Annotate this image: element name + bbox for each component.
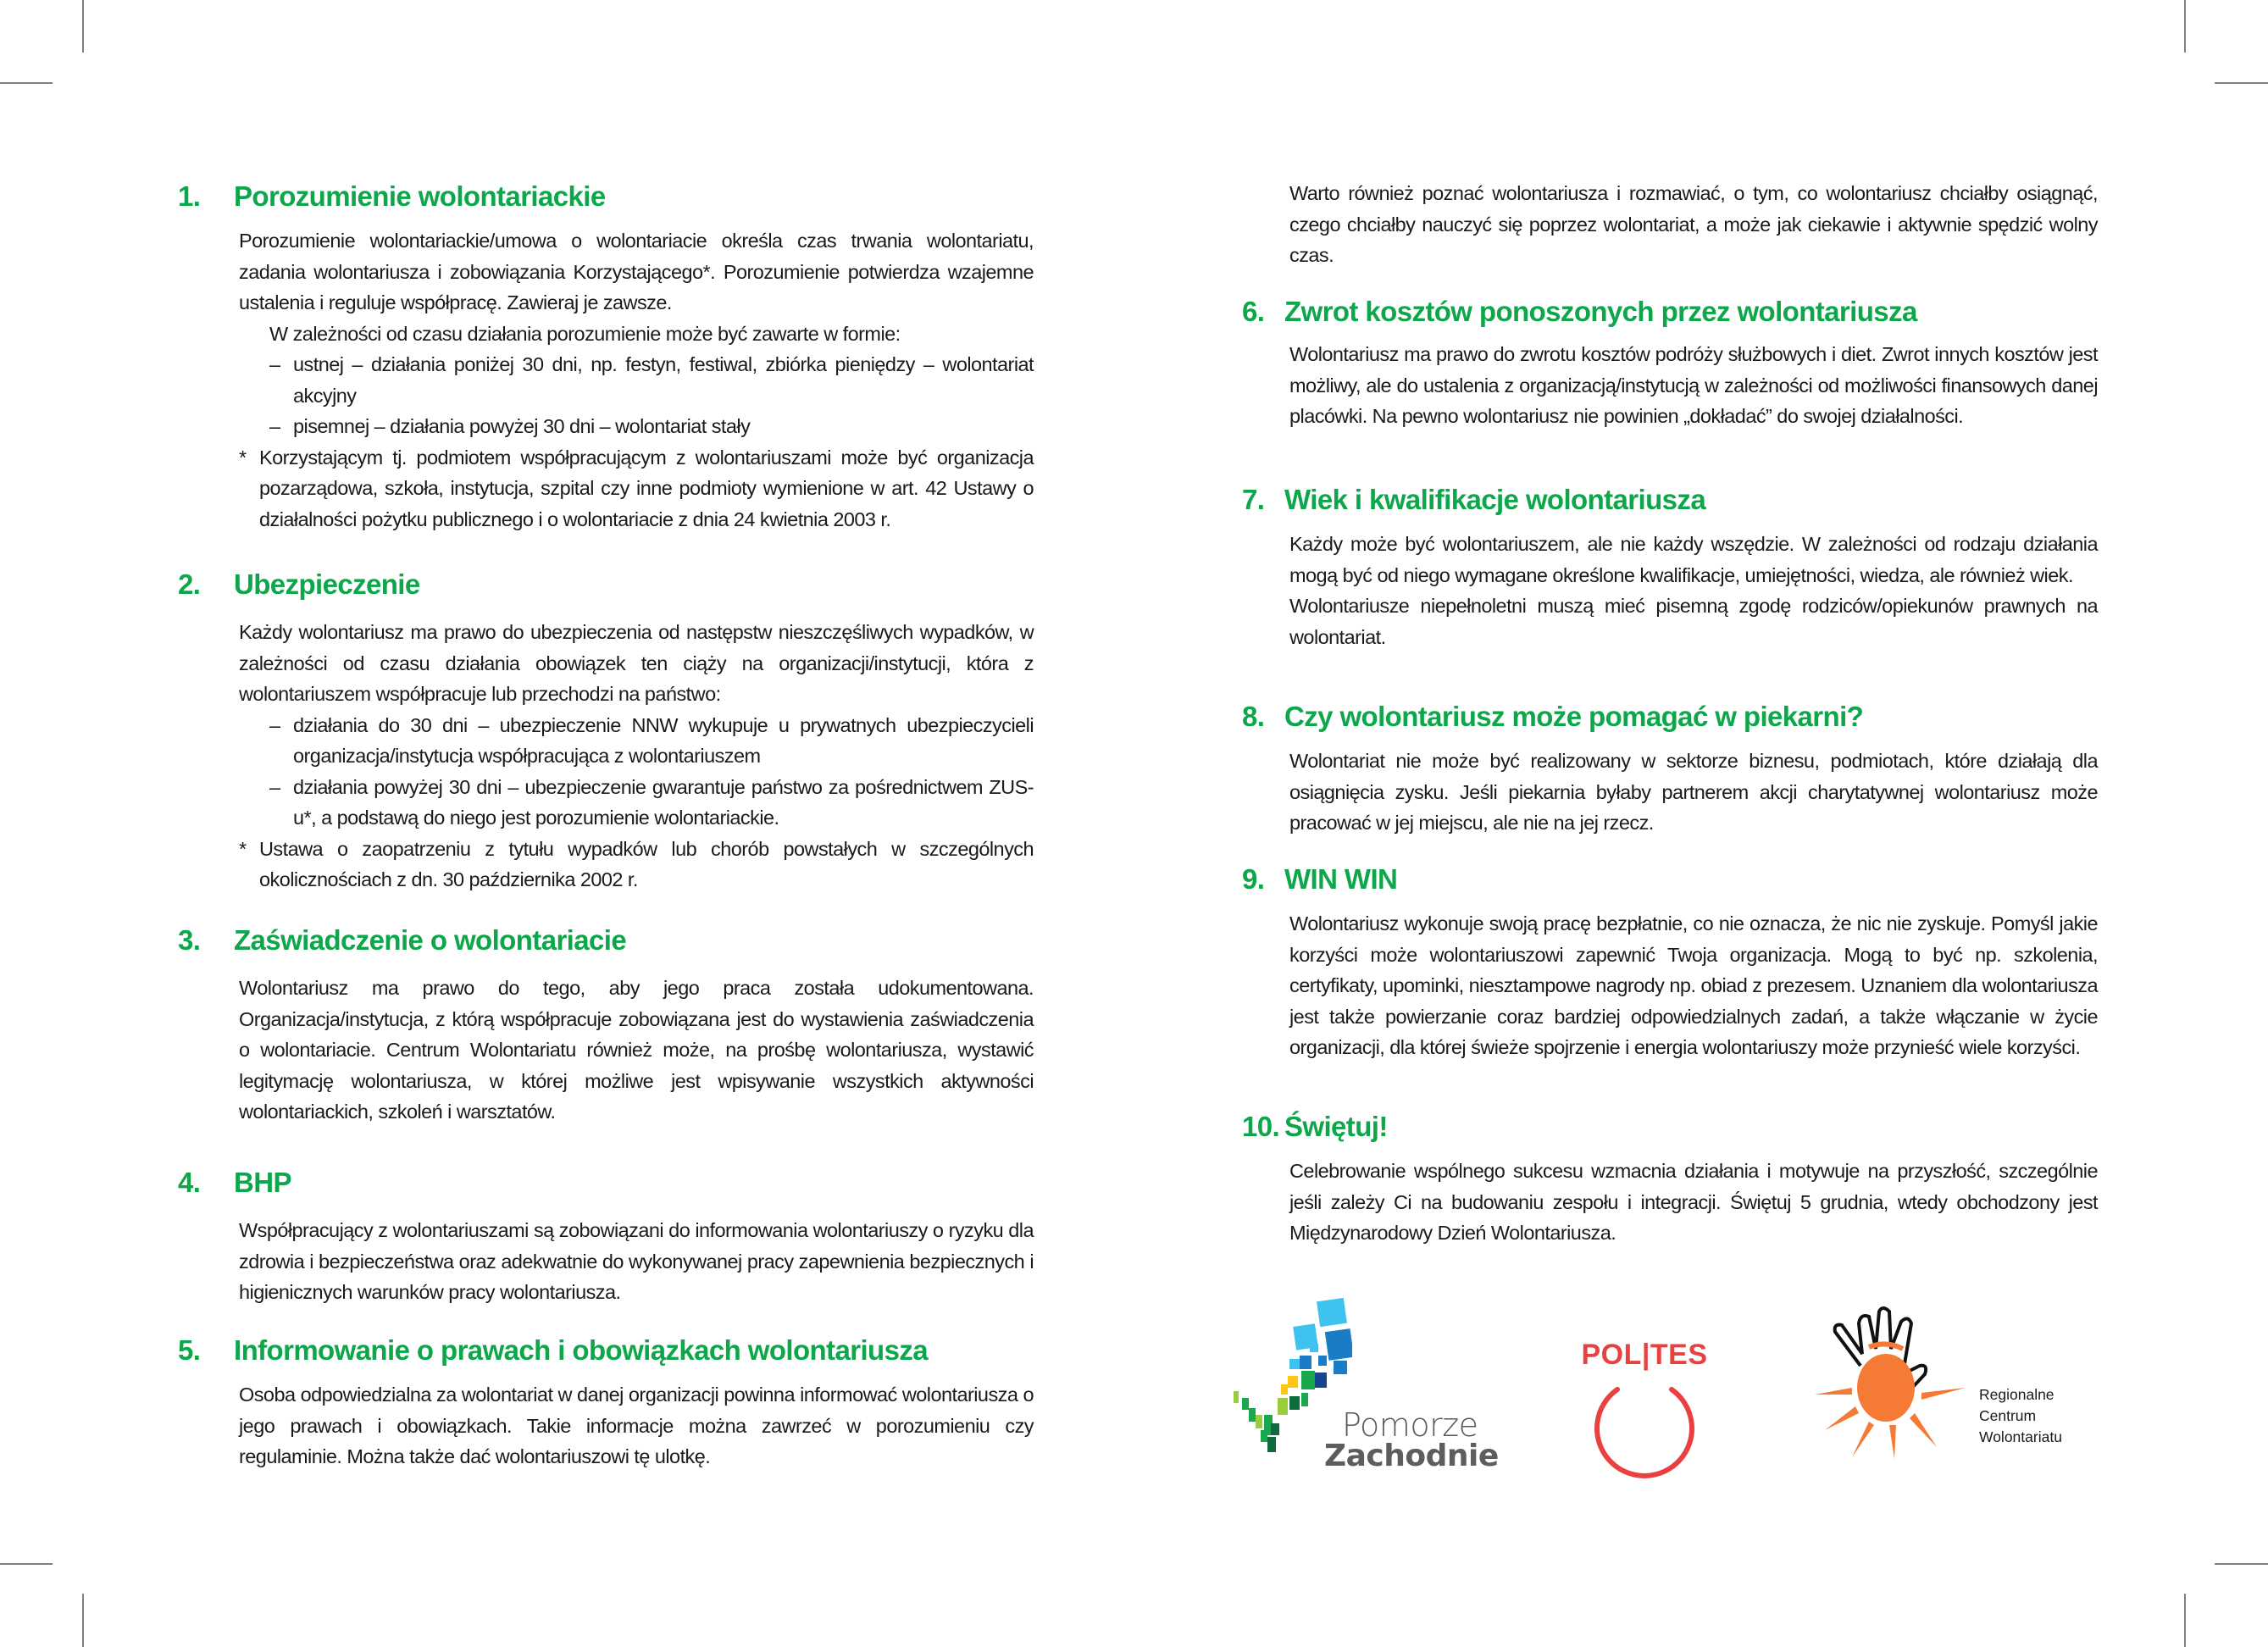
section-number: 4. (178, 1167, 201, 1198)
footnote: * Korzystającym tj. podmiotem współpracującym z wolontariuszami może być organizacja pozarządowa, szkoła, instytucja, szpital czy inne podmioty wymienione w art. 42 Ustawy o działalności pożytku publicznego i o wolontariacie z dnia 24 kwietnia 2003 r. (239, 442, 1034, 535)
section-title: Czy wolontariusz może pomagać w piekarni? (1284, 701, 1864, 732)
section-1 (178, 180, 1034, 535)
paragraph: Porozumienie wolontariackie/umowa o wolontariacie określa czas trwania wolontariatu, zadania wolontariusza i zobowiązania Korzystającego*. Porozumienie potwierdza wzajemne ustalenia i reguluje współpracę. Zawieraj je zawsze. (239, 230, 1034, 313)
section-heading (1242, 700, 2098, 734)
zachodnie-text: Zachodnie (1324, 1439, 1499, 1473)
paragraph: Wolontariusz ma prawo do tego, aby jego praca została udokumentowana. Organizacja/instytucja, z którą współpracuje zobowiązana jest do wystawienia zaświadczenia o wolontariacie. Centrum Wolontariatu również może, na prośbę wolontariusza, wystawić legitymację wolontariusza, w której możliwe jest wpisywanie wszystkich aktywności wolontariackich, szkoleń i warsztatów. (239, 977, 1034, 1123)
paragraph: Celebrowanie wspólnego sukcesu wzmacnia działania i motywuje na przyszłość, szczególnie jeśli zależy Ci na budowaniu zespołu i integracji. Świętuj 5 grudnia, wtedy obchodzony jest Międzynarodowy Dzień Wolontariusza. (1289, 1160, 2098, 1244)
section-heading (178, 1334, 1034, 1367)
footnote-text: Korzystającym tj. podmiotem współpracującym z wolontariuszami może być organizacja pozarządowa, szkoła, instytucja, szpital czy inne podmioty wymienione w art. 42 Ustawy o działalności pożytku publicznego i o wolontariacie z dnia 24 kwietnia 2003 r. (259, 446, 1034, 530)
section-heading (178, 1166, 1034, 1200)
list-item-text: ustnej – działania poniżej 30 dni, np. festyn, festiwal, zbiórka pieniędzy – wolontariat akcyjny (293, 353, 1034, 407)
section-title: Zwrot kosztów ponoszonych przez wolontariusza (1284, 296, 1917, 327)
list-item: – działania do 30 dni – ubezpieczenie NNW wykupuje u prywatnych ubezpieczycieli organizacja/instytucja współpracująca z wolontariuszem (239, 710, 1034, 772)
rcw-line: Centrum (1979, 1407, 2037, 1424)
crop-mark (2215, 1563, 2268, 1565)
section-heading (178, 923, 1034, 957)
paragraph: Każdy może być wolontariuszem, ale nie każdy wszędzie. W zależności od rodzaju działania mogą być od niego wymagane określone kwalifikacje, umiejętności, wiedza, ale również wiek. (1289, 533, 2098, 586)
section-number: 1. (178, 180, 201, 212)
section-heading (1242, 483, 2098, 517)
paragraph: Wolontariusz ma prawo do zwrotu kosztów podróży służbowych i diet. Zwrot innych kosztów jest możliwy, ale do ustalenia z organizacją/instytucją w zależności od możliwości finansowych danej placówki. Na pewno wolontariusz nie powinien „dokładać” do swojej działalności. (1289, 343, 2098, 427)
section-number: 6. (1242, 296, 1265, 327)
section-10 (1242, 1110, 2098, 1249)
section-body (178, 225, 1034, 535)
politex-text: POL|TES (1581, 1339, 1708, 1371)
rcw-line: Wolontariatu (1979, 1428, 2062, 1445)
section-title: Ubezpieczenie (234, 568, 420, 600)
section-number: 9. (1242, 863, 1265, 895)
paragraph: Wolontariusze niepełnoletni muszą mieć pisemną zgodę rodziców/opiekunów prawnych na wolontariat. (1289, 595, 2098, 648)
paragraph: Współpracujący z wolontariuszami są zobowiązani do informowania wolontariuszy o ryzyku dla zdrowia i bezpieczeństwa oraz adekwatnie do wykonywanej pracy zapewnienia bezpiecznych i higienicznych warunków pracy wolontariusza. (239, 1219, 1034, 1303)
section-7 (1242, 483, 2098, 652)
section-title: Porozumienie wolontariackie (234, 180, 606, 212)
section-body (178, 973, 1034, 1128)
list-item-text: działania powyżej 30 dni – ubezpieczenie gwarantuje państwo za pośrednictwem ZUS-u*, a podstawą do niego jest porozumienie wolontariackie. (293, 775, 1034, 829)
crop-mark (2184, 1594, 2186, 1647)
section-title: Zaświadczenie o wolontariacie (234, 924, 627, 956)
section-number: 7. (1242, 484, 1265, 515)
section-2 (178, 568, 1034, 896)
paragraph: Wolontariat nie może być realizowany w sektorze biznesu, podmiotach, które działają dla osiągnięcia zysku. Jeśli piekarnia byłaby partnerem akcji charytatywnej wolontariusz może pracować w jej miejscu, ale nie na jej rzecz. (1289, 750, 2098, 834)
section-body (178, 1379, 1034, 1472)
paragraph-intro: W zależności od czasu działania porozumienie może być zawarte w formie: (269, 322, 901, 345)
section-number: 10. (1242, 1111, 1280, 1142)
section-title: Wiek i kwalifikacje wolontariusza (1284, 484, 1706, 515)
rcw-text (1979, 1384, 2062, 1448)
section-body (1242, 178, 2098, 271)
pomorze-zachodnie-logo (1234, 1288, 1499, 1474)
paragraph: Każdy wolontariusz ma prawo do ubezpieczenia od następstw nieszczęśliwych wypadków, w zależności od czasu działania obowiązek ten ciąży na organizacji/instytucji, która z wolontariuszem współpracuje lub przechodzi na państwo: (239, 621, 1034, 705)
pomorze-text: Pomorze (1342, 1406, 1478, 1444)
list-item-text: pisemnej – działania powyżej 30 dni – wolontariat stały (293, 415, 751, 437)
power-button-icon (1572, 1356, 1716, 1483)
list-item: – działania powyżej 30 dni – ubezpieczenie gwarantuje państwo za pośrednictwem ZUS-u*, a podstawą do niego jest porozumienie wolontariackie. (239, 772, 1034, 834)
section-5 (178, 1334, 1034, 1472)
section-6 (1242, 295, 2098, 432)
footnote-text: Ustawa o zaopatrzeniu z tytułu wypadków lub chorób powstałych w szczególnych okolicznościach z dn. 30 października 2002 r. (259, 837, 1034, 890)
pixel-checkmark-icon (1234, 1288, 1352, 1457)
partner-logos (1234, 1288, 2132, 1483)
section-title: BHP (234, 1167, 291, 1198)
section-8 (1242, 700, 2098, 839)
section-body (178, 617, 1034, 896)
section-number: 5. (178, 1334, 201, 1366)
section-body (1242, 746, 2098, 839)
section-title: Świętuj! (1284, 1111, 1388, 1142)
hand-sun-icon (1810, 1306, 1971, 1467)
regionalne-centrum-wolontariatu-logo (1810, 1306, 2115, 1476)
paragraph: Wolontariusz wykonuje swoją pracę bezpłatnie, co nie oznacza, że nic nie zyskuje. Pomyśl jakie korzyści może wolontariuszowi zapewnić Twoja organizacja. Mogą to być np. szkolenia, certyfikaty, upominki, niesztampowe nagrody np. obiad z prezesem. Uznaniem dla wolontariusza jest także powierzanie coraz bardziej odpowiedzialnych zadań, a także włączanie w życie organizacji, dla której świeże spojrzenie i energia wolontariuszy może przynieść wiele korzyści. (1289, 912, 2098, 1058)
section-body (1242, 908, 2098, 1063)
list-item: – ustnej – działania poniżej 30 dni, np. festyn, festiwal, zbiórka pieniędzy – wolontariat akcyjny (239, 349, 1034, 411)
crop-mark (82, 1594, 84, 1647)
section-title: Informowanie o prawach i obowiązkach wolontariusza (234, 1334, 928, 1366)
crop-mark (0, 1563, 53, 1565)
crop-mark (0, 82, 53, 84)
section-heading (1242, 295, 2098, 329)
rcw-line: Regionalne (1979, 1386, 2055, 1403)
crop-mark (82, 0, 84, 53)
crop-mark (2184, 0, 2186, 53)
paragraph: Osoba odpowiedzialna za wolontariat w danej organizacji powinna informować wolontariusza o jego prawach i obowiązkach. Takie informacje można zawrzeć w porozumieniu czy regulaminie. Można także dać wolontariuszowi tę ulotkę. (239, 1384, 1034, 1467)
section-heading (1242, 1110, 2098, 1144)
section-number: 3. (178, 924, 201, 956)
section-5-continuation (1242, 178, 2098, 271)
section-number: 8. (1242, 701, 1265, 732)
section-9 (1242, 862, 2098, 1063)
section-heading (178, 180, 1034, 214)
section-4 (178, 1166, 1034, 1308)
paragraph: Warto również poznać wolontariusza i rozmawiać, o tym, co wolontariusz chciałby osiągnąć, czego chciałby nauczyć się poprzez wolontariat, a może jak ciekawie i aktywnie spędzić wolny czas. (1289, 182, 2098, 266)
section-title: WIN WIN (1284, 863, 1398, 895)
section-number: 2. (178, 568, 201, 600)
crop-mark (2215, 82, 2268, 84)
section-body (1242, 529, 2098, 652)
section-heading (1242, 862, 2098, 896)
section-body (1242, 1156, 2098, 1249)
section-heading (178, 568, 1034, 602)
section-3 (178, 923, 1034, 1128)
section-body (1242, 339, 2098, 432)
list-item-text: działania do 30 dni – ubezpieczenie NNW wykupuje u prywatnych ubezpieczycieli organizacja/instytucja współpracująca z wolontariuszem (293, 713, 1034, 767)
section-body (178, 1215, 1034, 1308)
footnote: * Ustawa o zaopatrzeniu z tytułu wypadków lub chorób powstałych w szczególnych okolicznościach z dn. 30 października 2002 r. (239, 834, 1034, 896)
list-item: – pisemnej – działania powyżej 30 dni – wolontariat stały (239, 411, 1034, 442)
politex-logo (1572, 1339, 1716, 1483)
